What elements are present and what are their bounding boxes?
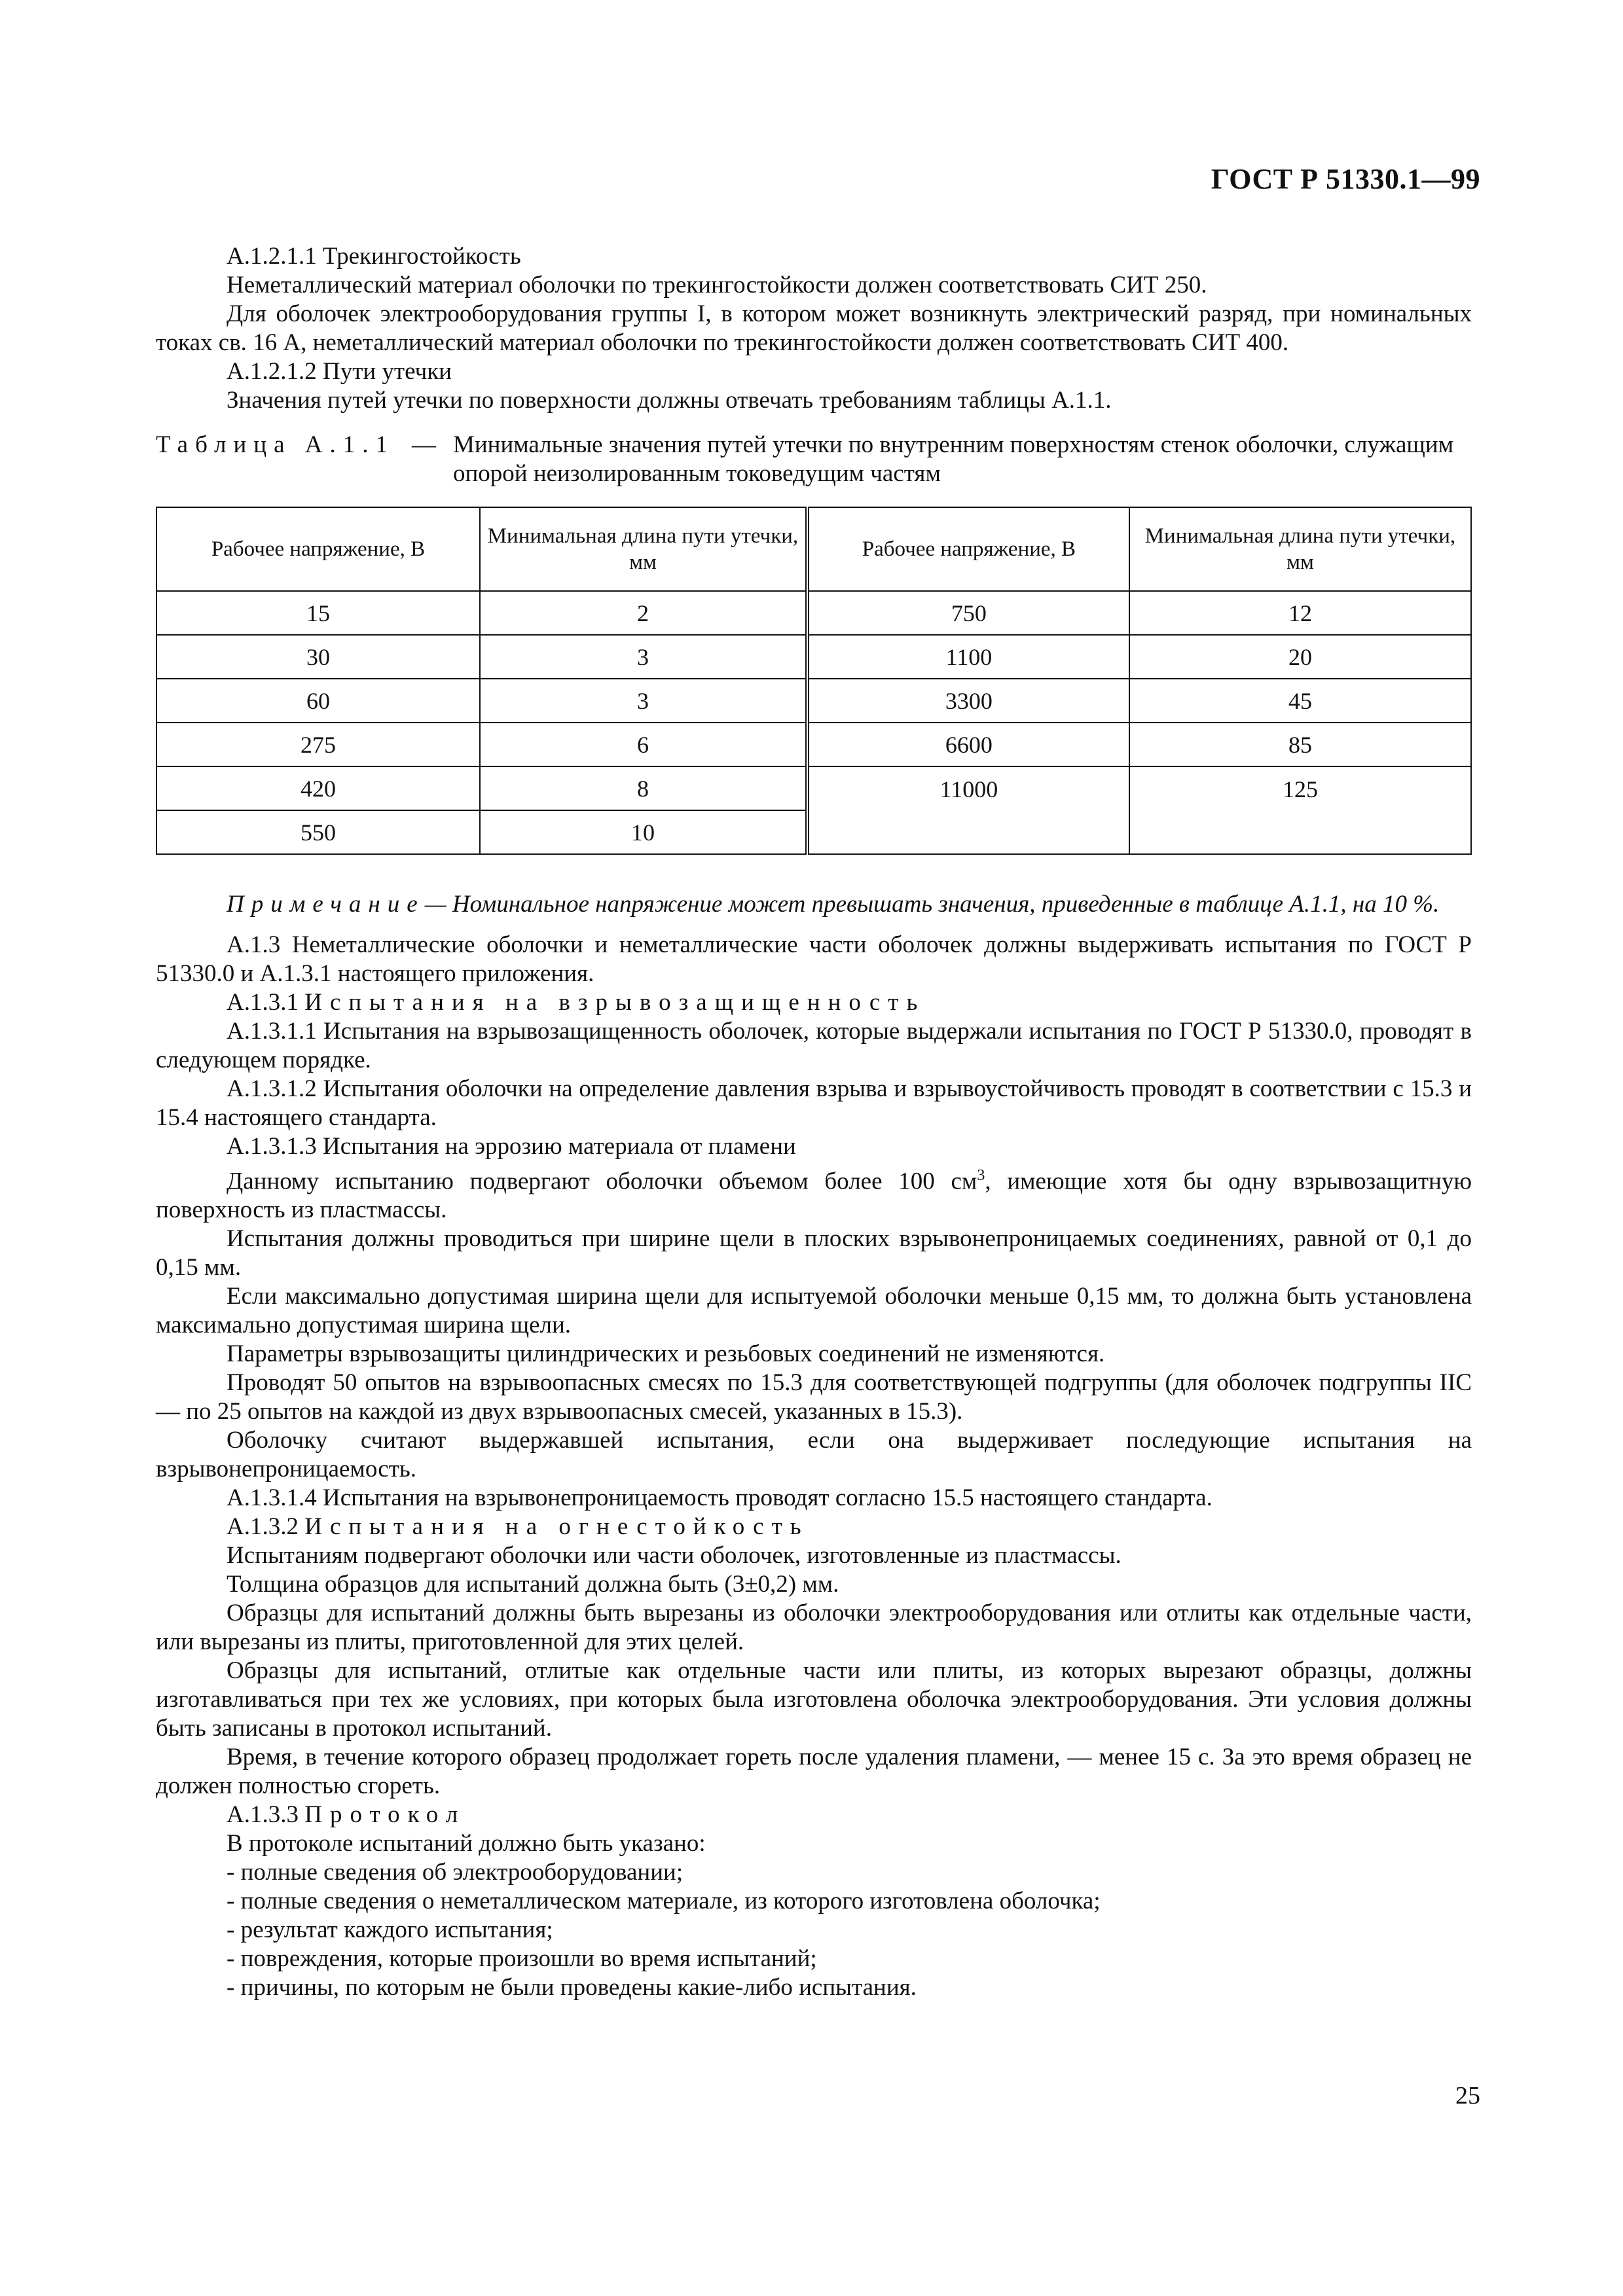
creepage-table	[156, 507, 1472, 855]
section-heading: А.1.2.1.1 Трекингостойкость	[227, 243, 521, 270]
section-number: А.1.3.2	[227, 1513, 299, 1541]
paragraph-text: , имеющие хотя бы одну взрывозащитную поверхность из пластмассы.	[156, 1168, 1472, 1224]
section-heading: А.1.2.1.2 Пути утечки	[227, 358, 452, 385]
section-title: Протокол	[304, 1801, 466, 1829]
paragraph: Образцы для испытаний, отлитые как отдельные части или плиты, из которых вырезают образцы, должны изготавливаться при тех же условиях, при которых была изготовлена оболочка электрооборудования. Эти условия должны быть записаны в протокол испытаний.	[156, 1657, 1472, 1742]
paragraph: Испытания должны проводиться при ширине щели в плоских взрывонепроницаемых соединениях, равной от 0,1 до 0,15 мм.	[156, 1225, 1472, 1282]
paragraph: А.1.3 Неметаллические оболочки и неметаллические части оболочек должны выдерживать испытания по ГОСТ Р 51330.0 и А.1.3.1 настоящего приложения.	[156, 931, 1472, 987]
paragraph: Проводят 50 опытов на взрывоопасных смесях по 15.3 для соответствующей подгруппы (для оболочек подгруппы IIC — по 25 опытов на каждой из двух взрывоопасных смесей, указанных в 15.3).	[156, 1369, 1472, 1426]
table-cell: 3300	[807, 679, 1129, 723]
table-cell: 1100	[807, 635, 1129, 679]
paragraph: Если максимально допустимая ширина щели для испытуемой оболочки меньше 0,15 мм, то должна быть установлена максимально допустимая ширина щели.	[156, 1283, 1472, 1339]
table-cell: 420	[156, 766, 480, 810]
table-cell: 60	[156, 679, 480, 723]
paragraph-text: Данному испытанию подвергают оболочки объемом более 100 см	[227, 1168, 977, 1195]
paragraph: Параметры взрывозащиты цилиндрических и резьбовых соединений не изменяются.	[227, 1340, 1105, 1368]
column-header: Рабочее напряжение, В	[156, 507, 480, 591]
table-cell: 85	[1129, 723, 1471, 766]
table-cell: 8	[480, 766, 807, 810]
superscript: 3	[977, 1167, 985, 1184]
list-item: - полные сведения об электрооборудовании;	[227, 1859, 684, 1886]
paragraph: Значения путей утечки по поверхности должны отвечать требованиям таблицы А.1.1.	[227, 387, 1112, 414]
column-header: Минимальная длина пути утечки, мм	[1129, 507, 1471, 591]
table-caption-dash: —	[411, 431, 436, 458]
table-cell: 3	[480, 679, 807, 723]
section-heading	[156, 988, 1472, 1017]
paragraph: Оболочку считают выдержавшей испытания, если она выдерживает последующие испытания на взрывонепроницаемость.	[156, 1427, 1472, 1483]
note-text: — Номинальное напряжение может превышать значения, приведенные в таблице А.1.1, на 10 %.	[424, 891, 1440, 918]
list-item: - полные сведения о неметаллическом материале, из которого изготовлена оболочка;	[227, 1888, 1101, 1915]
document-header: ГОСТ Р 51330.1—99	[1211, 163, 1480, 195]
paragraph	[156, 1161, 1472, 1225]
table-row	[156, 679, 1471, 723]
table-cell: 6	[480, 723, 807, 766]
paragraph: Время, в течение которого образец продолжает гореть после удаления пламени, — менее 15 с. За это время образец не должен полностью сгореть.	[156, 1744, 1472, 1800]
table-caption	[156, 431, 1472, 488]
list-item: - причины, по которым не были проведены какие-либо испытания.	[227, 1974, 917, 2001]
table-cell: 550	[156, 810, 480, 854]
section-heading	[156, 1801, 1472, 1829]
section-number: А.1.3.3	[227, 1801, 299, 1829]
table-header-row	[156, 507, 1471, 591]
page-content	[156, 242, 1472, 2002]
paragraph: Толщина образцов для испытаний должна быть (3±0,2) мм.	[227, 1571, 839, 1598]
table-cell: 20	[1129, 635, 1471, 679]
paragraph: Неметаллический материал оболочки по трекингостойкости должен соответствовать СИТ 250.	[227, 272, 1207, 298]
table-row	[156, 723, 1471, 766]
paragraph: А.1.3.1.1 Испытания на взрывозащищенность оболочек, которые выдержали испытания по ГОСТ Р 51330.0, проводят в следующем порядке.	[156, 1018, 1472, 1073]
table-cell: 3	[480, 635, 807, 679]
list-item: - повреждения, которые произошли во время испытаний;	[227, 1945, 817, 1973]
page-number: 25	[1455, 2082, 1480, 2109]
table-cell: 125	[1129, 766, 1471, 854]
paragraph: А.1.3.1.4 Испытания на взрывонепроницаемость проводят согласно 15.5 настоящего стандарта.	[227, 1484, 1213, 1512]
list-item: - результат каждого испытания;	[227, 1916, 553, 1944]
note-label: Примечание	[227, 891, 425, 918]
column-header: Рабочее напряжение, В	[807, 507, 1129, 591]
section-number: А.1.3.1	[227, 989, 299, 1016]
table-caption-text: Минимальные значения путей утечки по внутренним поверхностям стенок оболочки, служащим опорой неизолированным токоведущим частям	[452, 431, 1454, 487]
table-cell: 30	[156, 635, 480, 679]
paragraph: Испытаниям подвергают оболочки или части оболочек, изготовленные из пластмассы.	[227, 1542, 1122, 1570]
table-cell: 15	[156, 591, 480, 635]
paragraph: Образцы для испытаний должны быть вырезаны из оболочки электрооборудования или отлиты как отдельные части, или вырезаны из плиты, приготовленной для этих целей.	[156, 1600, 1472, 1656]
section-heading: А.1.3.1.3 Испытания на эррозию материала от пламени	[227, 1133, 796, 1160]
table-row	[156, 591, 1471, 635]
table-row	[156, 766, 1471, 810]
table-cell: 750	[807, 591, 1129, 635]
paragraph: Для оболочек электрооборудования группы I, в котором может возникнуть электрический разряд, при номинальных токах св. 16 А, неметаллический материал оболочки по трекингостойкости должен соответствовать СИТ 400.	[156, 300, 1472, 356]
table-cell: 10	[480, 810, 807, 854]
paragraph: В протоколе испытаний должно быть указано:	[227, 1830, 706, 1857]
paragraph: А.1.3.1.2 Испытания оболочки на определение давления взрыва и взрывоустойчивость проводят в соответствии с 15.3 и 15.4 настоящего стандарта.	[156, 1075, 1472, 1131]
table-cell: 11000	[807, 766, 1129, 854]
table-cell: 2	[480, 591, 807, 635]
section-heading	[156, 1513, 1472, 1541]
table-cell: 6600	[807, 723, 1129, 766]
section-title: Испытания на огнестойкость	[304, 1513, 809, 1541]
table-cell: 45	[1129, 679, 1471, 723]
table-label: Таблица А.1.1	[156, 431, 395, 458]
table-note	[156, 890, 1472, 919]
table-row	[156, 635, 1471, 679]
section-title: Испытания на взрывозащищенность	[304, 989, 926, 1016]
column-header: Минимальная длина пути утечки, мм	[480, 507, 807, 591]
table-cell: 275	[156, 723, 480, 766]
table-cell: 12	[1129, 591, 1471, 635]
